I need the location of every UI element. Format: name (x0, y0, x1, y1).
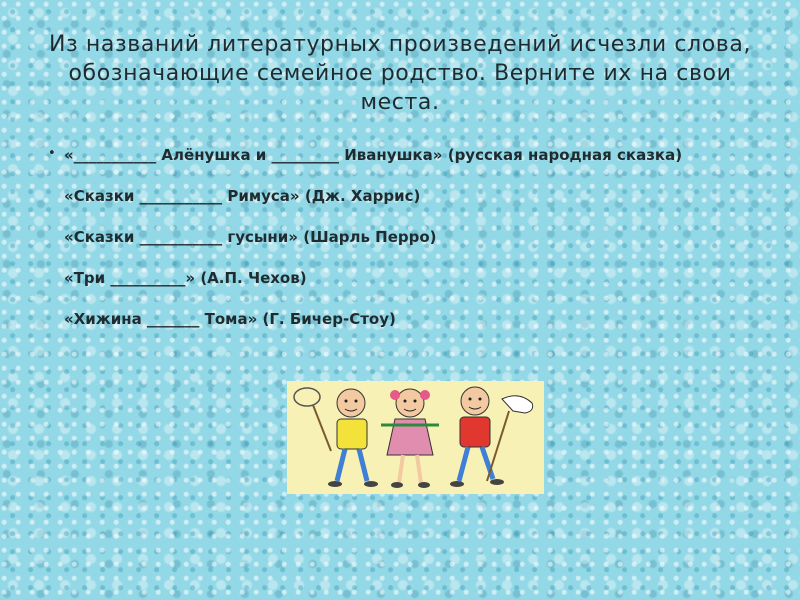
slide-title: Из названий литературных произведений исчезли слова, обозначающие семейное родство. Верните их на свои места. (48, 32, 752, 115)
list-item (48, 228, 768, 269)
title-end: Иванушка» (339, 146, 448, 164)
bullet: • (48, 146, 56, 161)
blank: __________ (110, 269, 186, 287)
title-start: «Сказки (64, 187, 140, 205)
list-item (48, 269, 768, 310)
title-end: » (185, 269, 201, 287)
list-item-text (64, 269, 307, 287)
blank: _________ (271, 146, 340, 164)
title-start: «Три (64, 269, 111, 287)
blank: ___________ (73, 146, 157, 164)
yellow-shirt (337, 419, 367, 449)
list-item-text (64, 310, 396, 328)
quote-open: « (64, 146, 74, 164)
boy-head (461, 387, 489, 415)
list-item (48, 146, 768, 187)
red-shirt (460, 417, 490, 447)
blank: _______ (146, 310, 200, 328)
author-note: (русская народная сказка) (447, 146, 683, 164)
title-start: «Хижина (64, 310, 147, 328)
title-part: Алёнушка и (156, 146, 272, 164)
title-end: гусыни» (222, 228, 304, 246)
author-note: (А.П. Чехов) (200, 269, 307, 287)
list-item (48, 310, 768, 351)
blank: ___________ (139, 187, 223, 205)
girl-head (396, 389, 424, 417)
author-note: (Дж. Харрис) (304, 187, 421, 205)
children-drawing (287, 381, 544, 494)
three-children-illustration (287, 381, 544, 494)
list-item-text (64, 187, 420, 205)
author-note: (Шарль Перро) (303, 228, 437, 246)
titles-list (48, 146, 768, 351)
title-start: «Сказки (64, 228, 140, 246)
title-end: Римуса» (222, 187, 305, 205)
title-end: Тома» (199, 310, 263, 328)
list-item-text (64, 228, 437, 246)
list-item (48, 187, 768, 228)
boy-head (337, 389, 365, 417)
list-item-text (64, 146, 682, 164)
blank: ___________ (139, 228, 223, 246)
author-note: (Г. Бичер-Стоу) (262, 310, 396, 328)
